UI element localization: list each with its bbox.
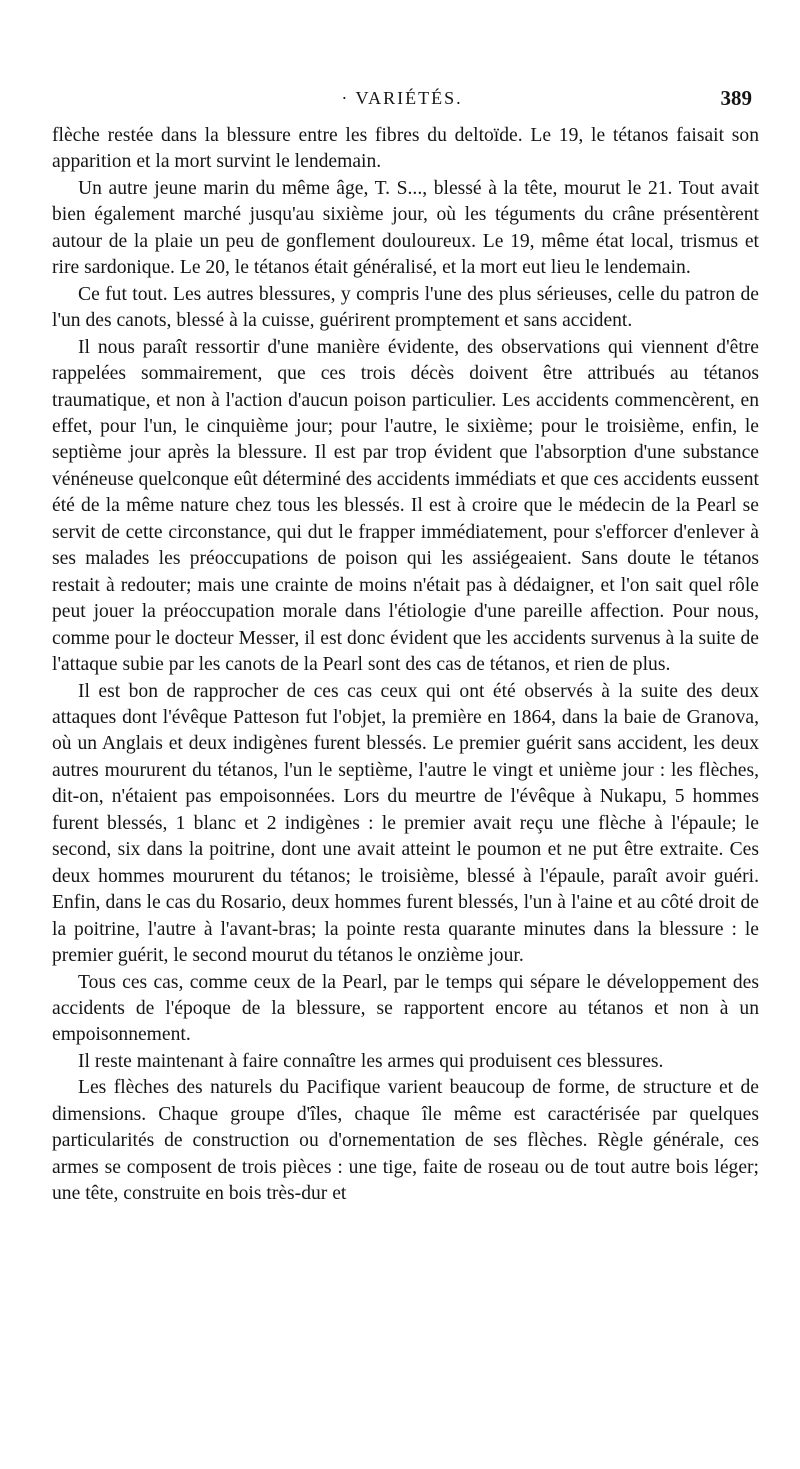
paragraph: Tous ces cas, comme ceux de la Pearl, par le temps qui sépare le développement des accidents de l'époque de la blessure, se rapportent encore au tétanos et non à un empoisonnement. [52, 971, 759, 1046]
paragraph: Il reste maintenant à faire connaître les armes qui produisent ces blessures. [78, 1050, 664, 1072]
body-text [52, 123, 759, 1208]
page-number: 389 [720, 86, 752, 110]
running-head: · VARIÉTÉS. [341, 88, 463, 108]
paragraph-continuation: flèche restée dans la blessure entre les fibres du deltoïde. Le 19, le tétanos faisait son apparition et la mort survint le lendemain. [52, 125, 759, 173]
paragraph: Il est bon de rapprocher de ces cas ceux qui ont été observés à la suite des deux attaques dont l'évêque Patteson fut l'objet, la première en 1864, dans la baie de Granova, où un Anglais et deux indigènes furent blessés. Le premier guérit sans accident, les deux autres moururent du tétanos, l'un le septième, l'autre le vingt et unième jour : les flèches, dit-on, n'étaient pas empoisonnées. Lors du meurtre de l'évêque à Nukapu, 5 hommes furent blessés, 1 blanc et 2 indigènes : le premier avait reçu une flèche à l'épaule; le second, six dans la poitrine, dont une avait atteint le poumon et ne put être extraite. Ces deux hommes moururent du tétanos; le troisième, blessé à l'épaule, paraît avoir guéri. Enfin, dans le cas du Rosario, deux hommes furent blessés, l'un à l'aine et au côté droit de la poitrine, l'autre à l'avant-bras; la pointe resta quarante minutes dans la blessure : le premier guérit, le second mourut du tétanos le onzième jour. [52, 680, 759, 967]
paragraph: Il nous paraît ressortir d'une manière évidente, des observations qui viennent d'être rappelées sommairement, que ces trois décès doivent être attribués au tétanos traumatique, et non à l'action d'aucun poison particulier. Les accidents commencèrent, en effet, pour l'un, le cinquième jour; pour l'autre, le sixième; pour le troisième, enfin, le septième jour après la blessure. Il est par trop évident que l'absorption d'une substance vénéneuse quelconque eût déterminé des accidents immédiats et que ces accidents eussent été de la même nature chez tous les blessés. Il est à croire que le médecin de la Pearl se servit de cette circonstance, qui dut le frapper immédiatement, pour s'efforcer d'enlever à ses malades les préoccupations de poison qui les assiégeaient. Sans doute le tétanos restait à redouter; mais une crainte de moins n'était pas à dédaigner, et l'on sait quel rôle peut jouer la préoccupation morale dans l'étiologie d'une pareille affection. Pour nous, comme pour le docteur Messer, il est donc évident que les accidents survenus à la suite de l'attaque subie par les canots de la Pearl sont des cas de tétanos, et rien de plus. [52, 336, 759, 676]
paragraph: Un autre jeune marin du même âge, T. S..., blessé à la tête, mourut le 21. Tout avait bien également marché jusqu'au sixième jour, où les téguments du crâne présentèrent autour de la plaie un peu de gonflement douloureux. Le 19, même état local, trismus et rire sardonique. Le 20, le tétanos était généralisé, et la mort eut lieu le lendemain. [52, 177, 759, 279]
paragraph: Ce fut tout. Les autres blessures, y compris l'une des plus sérieuses, celle du patron de l'un des canots, blessé à la cuisse, guérirent promptement et sans accident. [52, 283, 759, 332]
page-header [52, 86, 752, 116]
paragraph: Les flèches des naturels du Pacifique varient beaucoup de forme, de structure et de dimensions. Chaque groupe d'îles, chaque île même est caractérisée par quelques particularités de construction ou d'ornementation de ses flèches. Règle générale, ces armes se composent de trois pièces : une tige, faite de roseau ou de tout autre bois léger; une tête, construite en bois très-dur et [52, 1077, 759, 1205]
